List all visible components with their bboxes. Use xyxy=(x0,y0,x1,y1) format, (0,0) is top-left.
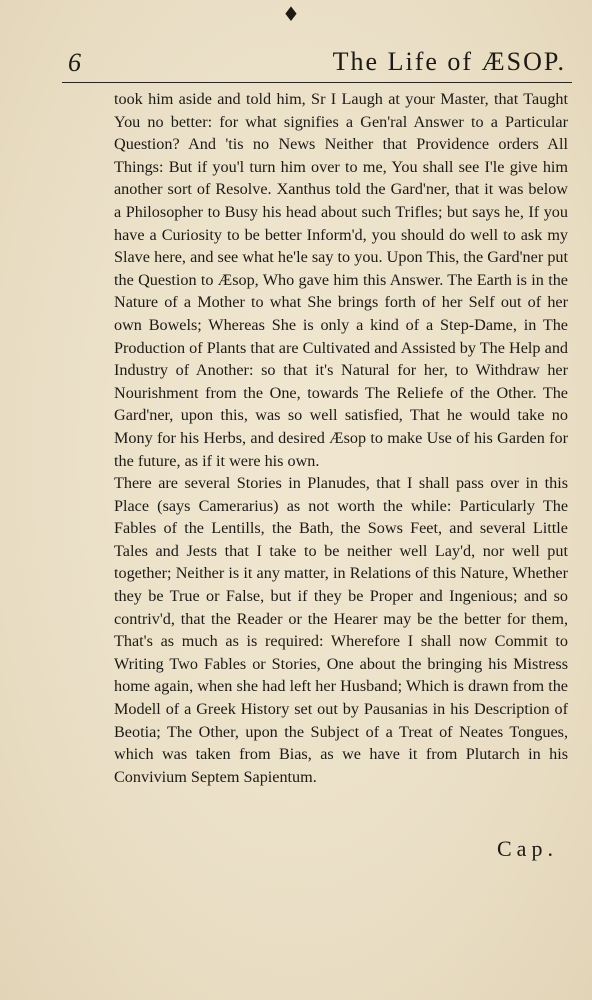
body-text xyxy=(114,88,568,788)
paragraph: took him aside and told him, Sr I Laugh at your Master, that Taught You no better: for what signifies a Gen'ral Answer to a Particular Question? And 'tis no News Neither that Providence orders All Things: But if you'l turn him over to me, You shall see I'le give him another sort of Resolve. Xanthus told the Gard'ner, that it was below a Philosopher to Busy his head about such Trifles; but says he, If you have a Curiosity to be better Inform'd, you should do well to ask my Slave here, and see what he'le say to you. Upon This, the Gard'ner put the Question to Æsop, Who gave him this Answer. The Earth is in the Nature of a Mother to what She brings forth of her Self out of her own Bowels; Whereas She is only a kind of a Step-Dame, in The Production of Plants that are Cultivated and Assisted by The Help and Industry of Another: so that it's Natural for her, to Withdraw her Nourishment from the One, towards The Reliefe of the Other. The Gard'ner, upon this, was so well satisfied, That he would take no Mony for his Herbs, and desired Æsop to make Use of his Garden for the future, as if it were his own. xyxy=(114,90,568,470)
paragraph: There are several Stories in Planudes, that I shall pass over in this Place (says Camerarius) as not worth the while: Particularly The Fables of the Lentills, the Bath, the Sows Feet, and several Little Tales and Jests that I take to be neither well Lay'd, nor well put together; Neither is it any matter, in Relations of this Nature, Whether they be True or False, but if they be Proper and Ingenious; and so contriv'd, that the Reader or the Hearer may be the better for them, That's as much as is required: Wherefore I shall now Commit to Writing Two Fables or Stories, One about the bringing his Mistress home again, when she had left her Husband; Which is drawn from the Modell of a Greek History set out by Pausanias in his Description of Beotia; The Other, upon the Subject of a Treat of Neates Tongues, which was taken from Bias, as we have it from Plutarch in his Convivium Septem Sapientum. xyxy=(114,474,568,786)
running-head xyxy=(62,48,572,83)
running-title: The Life of ÆSOP. xyxy=(332,47,566,76)
page-number: 6 xyxy=(68,48,81,77)
ornament-mark: ♦ xyxy=(282,2,300,26)
catchword: Cap. xyxy=(497,836,558,861)
